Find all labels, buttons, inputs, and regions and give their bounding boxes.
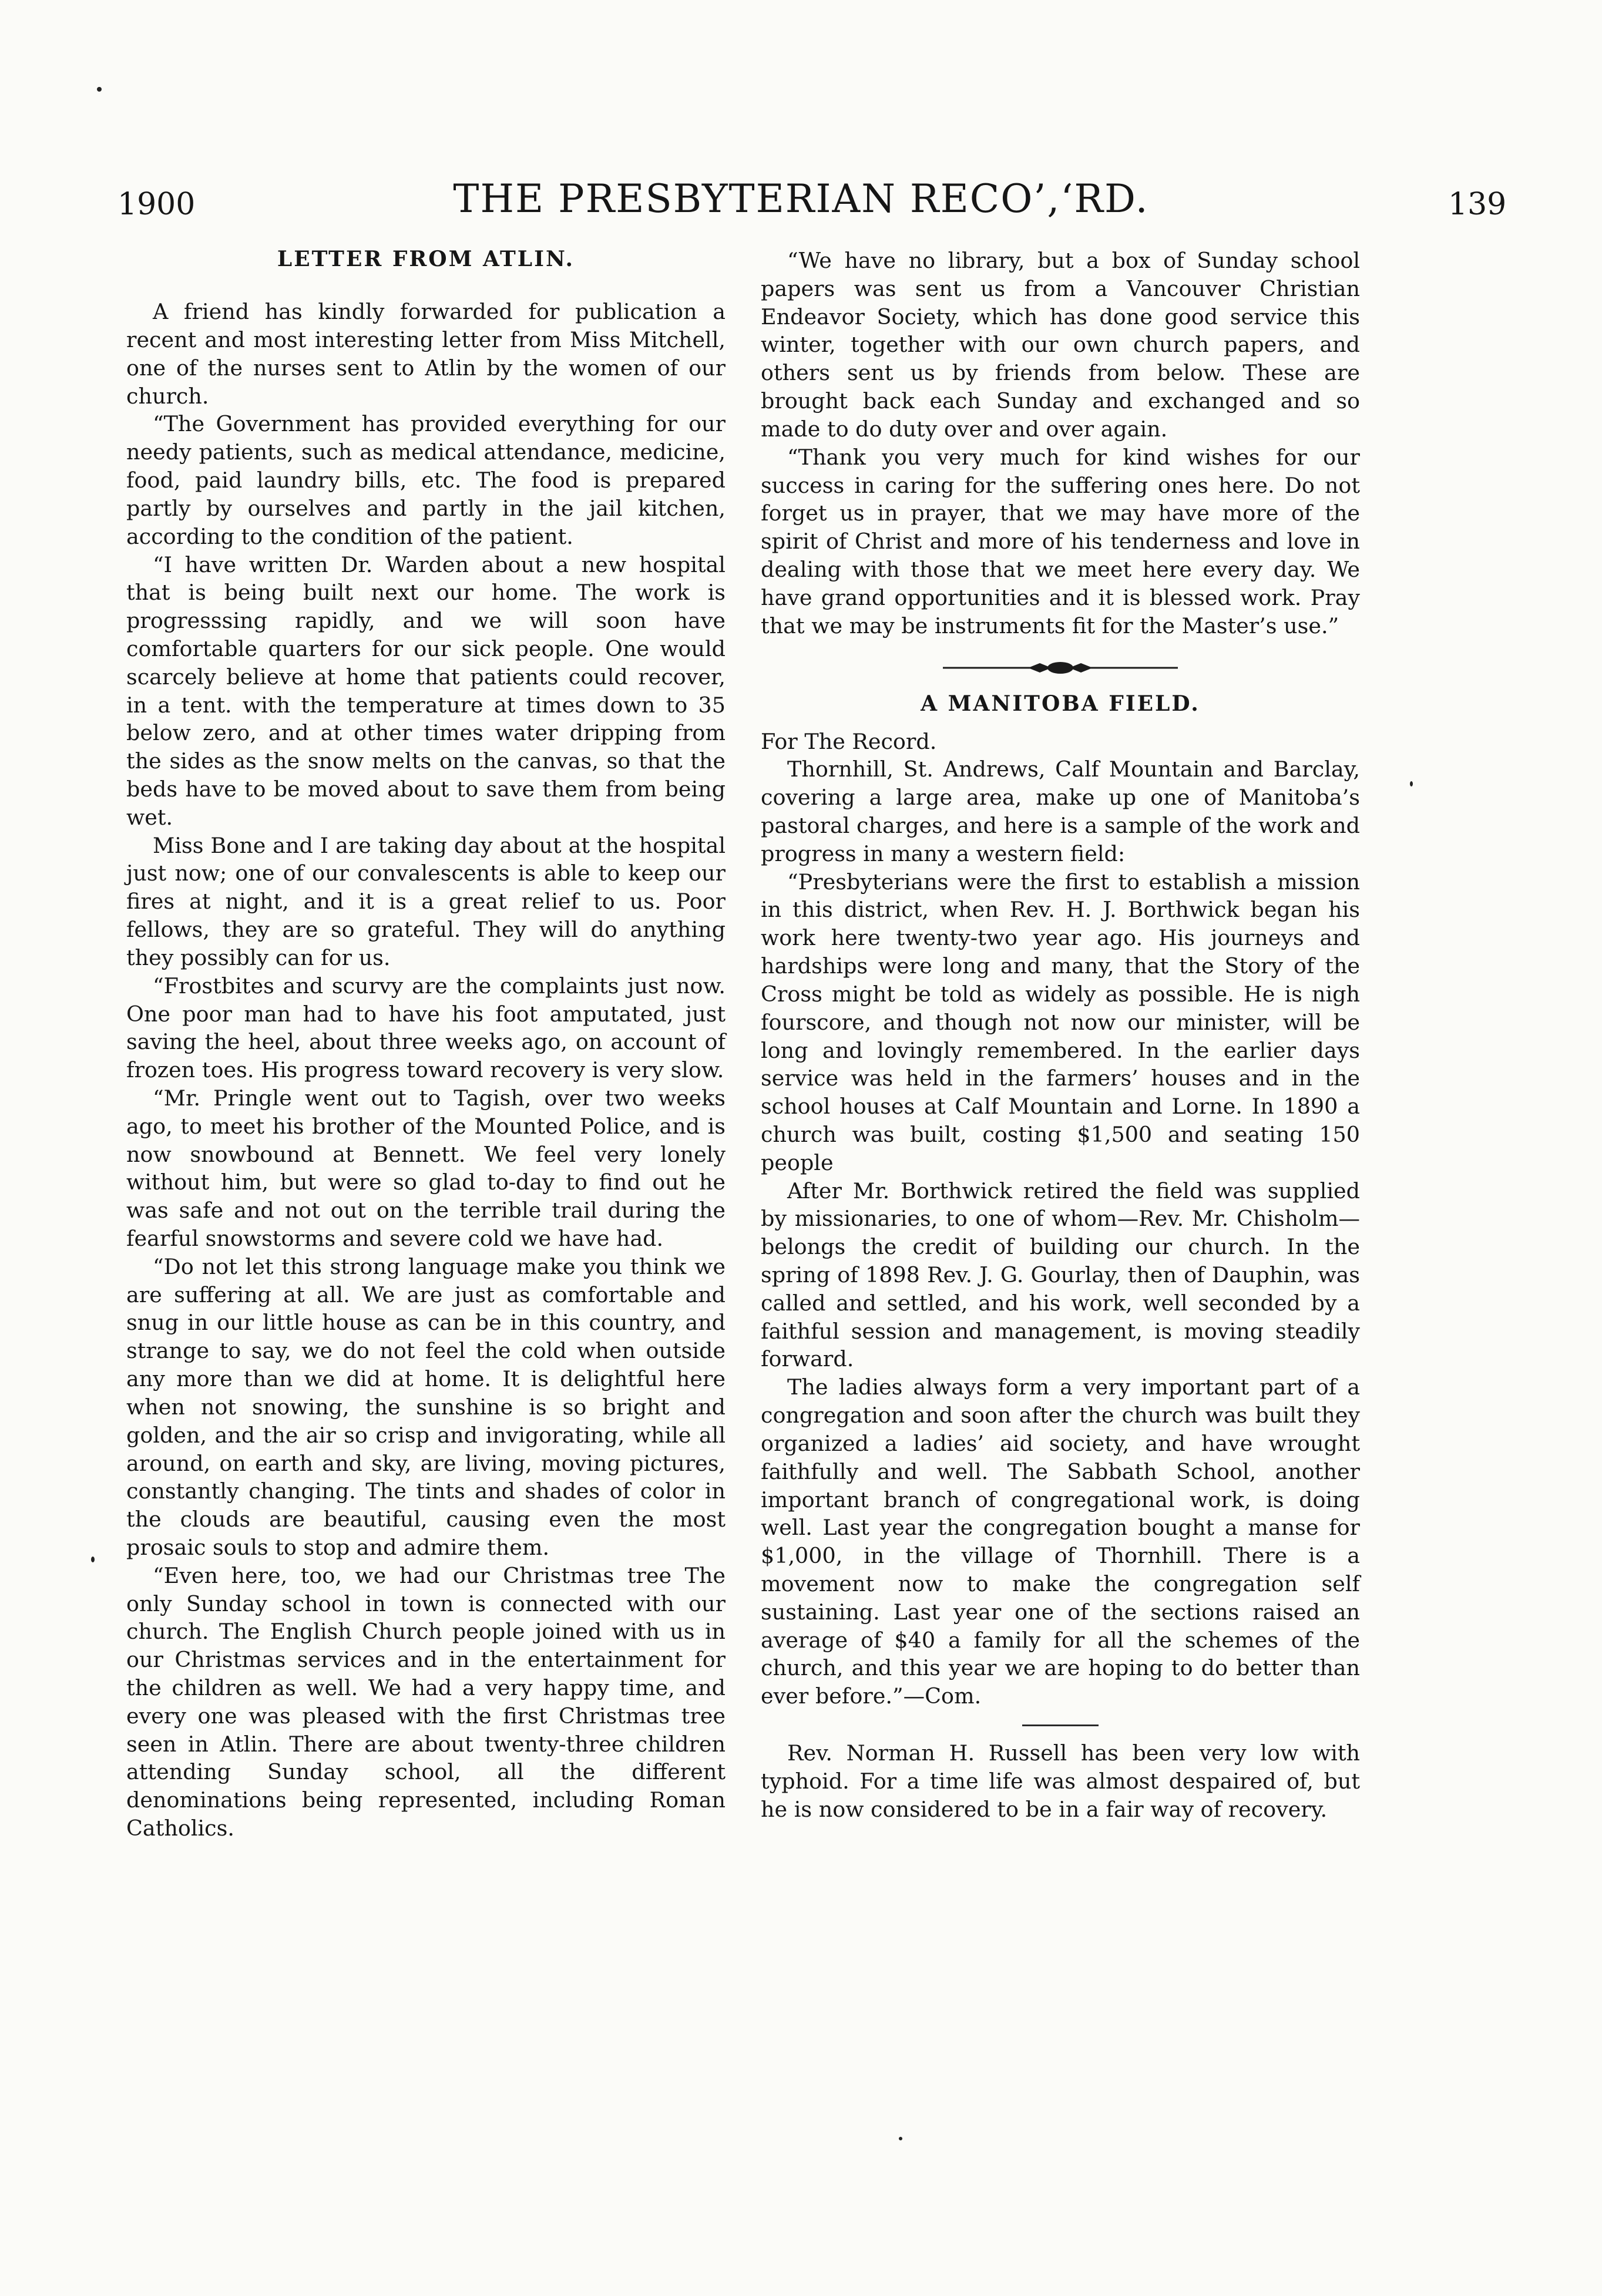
scan-speck bbox=[1410, 781, 1413, 786]
article-paragraph: Thornhill, St. Andrews, Calf Mountain and Barclay, covering a large area, make up one of Manitoba’s pastoral charges, and here is a sample of the work and progress in many a western field: bbox=[761, 757, 1360, 866]
article-paragraph: A friend has kindly forwarded for publication a recent and most interesting letter from Miss Mitchell, one of the nurses sent to Atlin by the women of our church. bbox=[126, 299, 726, 409]
right-column bbox=[761, 247, 1360, 1823]
article-paragraph: “Thank you very much for kind wishes for our success in caring for the suffering ones here. Do not forget us in prayer, that we may have more of the spirit of Christ and more of his tenderness and love in dealing with those that we meet here every day. We have grand opportunities and it is blessed work. Pray that we may be instruments fit for the Master’s use.” bbox=[761, 444, 1360, 638]
article-paragraph: “Do not let this strong language make you think we are suffering at all. We are just as comfortable and snug in our little house as can be in this country, and strange to say, we do not feel the cold when outside any more than we did at home. It is delightful here when not snowing, the sunshine is so bright and golden, and the air so crisp and invigorating, while all around, on earth and sky, are living, moving pictures, constantly changing. The tints and shades of color in the clouds are beautiful, causing even the most prosaic souls to stop and admire them. bbox=[126, 1253, 726, 1560]
article-paragraph: “We have no library, but a box of Sunday school papers was sent us from a Vancouver Christian Endeavor Society, which has done good service this winter, together with our own church papers, and others sent us by friends from below. These are brought back each Sunday and exchanged and so made to do duty over and over again. bbox=[761, 248, 1360, 442]
left-column bbox=[126, 247, 726, 1843]
article-paragraph: “Mr. Pringle went out to Tagish, over two weeks ago, to meet his brother of the Mounted Police, and is now snowbound at Bennett. We feel very lonely without him, but were so glad to-day to find out he was safe and not out on the terrible trail during the fearful snowstorms and severe cold we have had. bbox=[126, 1085, 726, 1251]
scan-speck bbox=[899, 2137, 902, 2140]
section-divider-ornament bbox=[919, 660, 1201, 676]
notice-paragraph: Rev. Norman H. Russell has been very low with typhoid. For a time life was almost despaired of, but he is now considered to be in a fair way of recovery. bbox=[761, 1740, 1360, 1822]
page-header bbox=[0, 0, 1602, 235]
section-divider-rule bbox=[1022, 1724, 1099, 1726]
article-byline: For The Record. bbox=[761, 728, 937, 754]
page-number: 139 bbox=[1448, 187, 1507, 222]
article-paragraph: “Presbyterians were the first to establish a mission in this district, when Rev. H. J. Borthwick began his work here twenty-two year ago. His journeys and hardships were long and many, that the Story of the Cross might be told as widely as possible. He is nigh fourscore, and though not now our minister, will be long and lovingly remembered. In the earlier days service was held in the farmers’ houses and in the school houses at Calf Mountain and Lorne. In 1890 a church was built, costing $1,500 and seating 150 people bbox=[761, 869, 1360, 1175]
header-year: 1900 bbox=[117, 187, 196, 222]
article-heading-letter-from-atlin: LETTER FROM ATLIN. bbox=[277, 247, 575, 271]
article-paragraph: “Frostbites and scurvy are the complaints just now. One poor man had to have his foot amputated, just saving the heel, about three weeks ago, on account of frozen toes. His progress toward recovery is very slow. bbox=[126, 973, 726, 1083]
article-paragraph: After Mr. Borthwick retired the field was supplied by missionaries, to one of whom—Rev. Mr. Chisholm—belongs the credit of building our church. In the spring of 1898 Rev. J. G. Gourlay, then of Dauphin, was called and settled, and his work, well seconded by a faithful session and management, is moving steadily forward. bbox=[761, 1178, 1360, 1372]
publication-title: THE PRESBYTERIAN RECO’,‘RD. bbox=[453, 176, 1149, 221]
article-paragraph: Miss Bone and I are taking day about at the hospital just now; one of our convalescents is able to keep our fires at night, and it is a great relief to us. Poor fellows, they are so grateful. They will do anything they possibly can for us. bbox=[126, 832, 726, 970]
article-heading-a-manitoba-field: A MANITOBA FIELD. bbox=[921, 691, 1200, 717]
article-paragraph: “Even here, too, we had our Christmas tree The only Sunday school in town is connected with our church. The English Church people joined with us in our Christmas services and in the entertainment for the children as well. We had a very happy time, and every one was pleased with the first Christmas tree seen in Atlin. There are about twenty-three children attending Sunday school, all the different denominations being represented, including Roman Catholics. bbox=[126, 1562, 726, 1841]
article-paragraph: “The Government has provided everything for our needy patients, such as medical attendance, medicine, food, paid laundry bills, etc. The food is prepared partly by ourselves and partly in the jail kitchen, according to the condition of the patient. bbox=[126, 411, 726, 549]
scan-speck bbox=[91, 1557, 95, 1562]
article-paragraph: The ladies always form a very important part of a congregation and soon after the church was built they organized a ladies’ aid society, and have wrought faithfully and well. The Sabbath School, another important branch of congregational work, is doing well. Last year the congregation bought a manse for $1,000, in the village of Thornhill. There is a movement now to make the congregation self sustaining. Last year one of the sections raised an average of $40 a family for all the schemes of the church, and this year we are hoping to do better than ever before.”—Com. bbox=[761, 1374, 1360, 1709]
article-paragraph: “I have written Dr. Warden about a new hospital that is being built next our home. The work is progresssing rapidly, and we will soon have comfortable quarters for our sick people. One would scarcely believe at home that patients could recover, in a tent. with the temperature at times down to 35 below zero, and at other times water dripping from the sides as the snow melts on the canvas, so that the beds have to be moved about to save them from being wet. bbox=[126, 552, 726, 830]
scan-speck bbox=[97, 87, 102, 92]
